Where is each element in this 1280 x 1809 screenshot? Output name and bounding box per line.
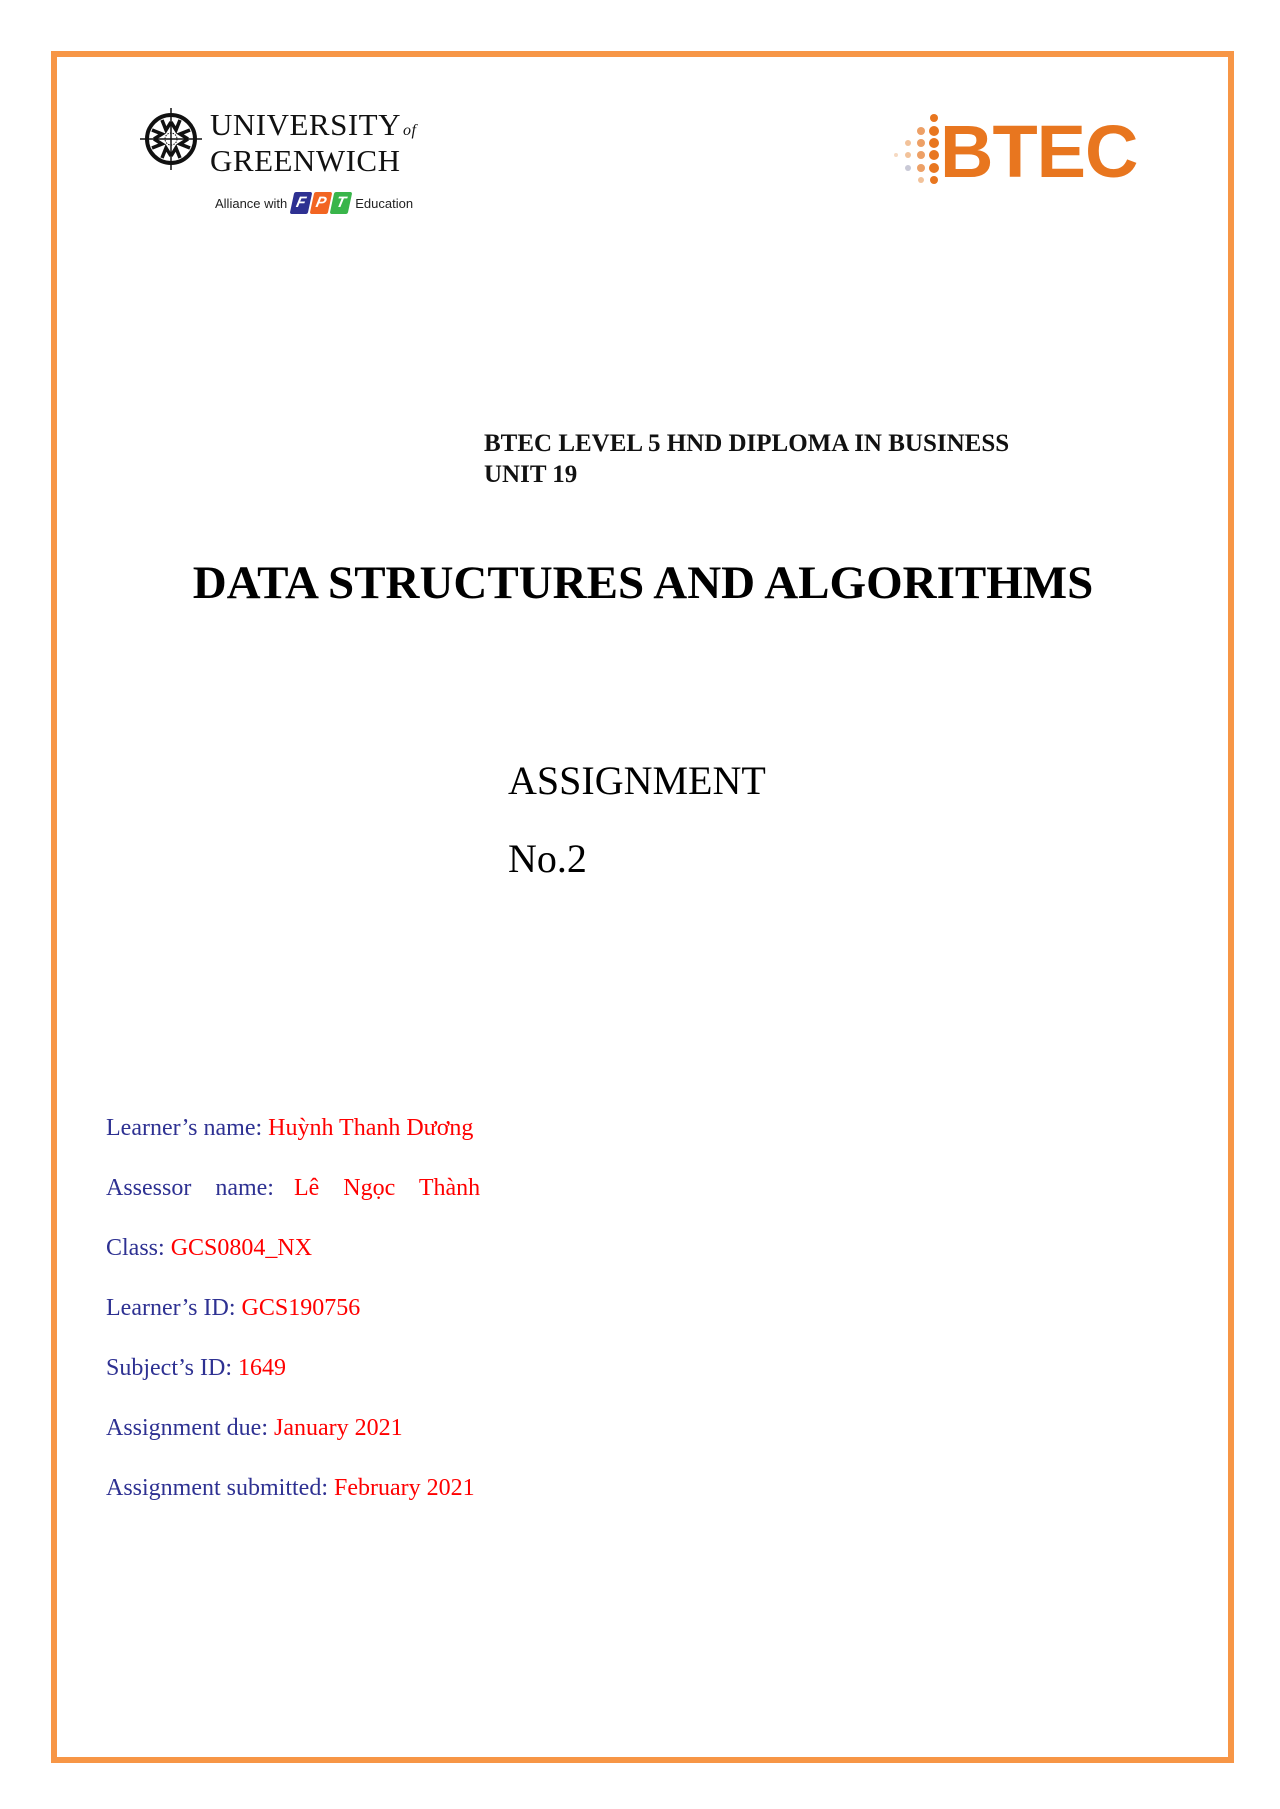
alliance-suffix: Education	[355, 195, 414, 211]
university-of-greenwich-logo	[140, 108, 440, 228]
btec-logo	[888, 110, 1158, 200]
btec-dots-icon	[888, 110, 948, 190]
unit-line: UNIT 19	[484, 461, 578, 488]
program-heading	[484, 428, 1009, 490]
program-line: BTEC LEVEL 5 HND DIPLOMA IN BUSINESS	[484, 430, 1010, 457]
assignment-number: No.2	[508, 836, 587, 881]
info-row-class	[106, 1230, 480, 1290]
university-of: of	[403, 122, 417, 139]
info-label: Class:	[106, 1235, 165, 1261]
info-value: 1649	[238, 1355, 286, 1381]
fpt-letter-t: T	[330, 192, 353, 214]
fpt-letter-f: F	[290, 192, 313, 214]
info-value: Lê Ngọc Thành	[293, 1175, 481, 1201]
alliance-prefix: Alliance with	[215, 195, 288, 211]
university-line1: UNIVERSITY	[210, 107, 401, 142]
alliance-line	[215, 192, 413, 214]
info-row-subject-id	[106, 1350, 480, 1410]
fpt-letter-p: P	[310, 192, 333, 214]
info-value: January 2021	[274, 1415, 403, 1441]
assignment-label: ASSIGNMENT	[508, 758, 766, 803]
university-line2: GREENWICH	[210, 143, 401, 178]
info-value: Huỳnh Thanh Dương	[268, 1115, 474, 1141]
document-title: DATA STRUCTURES AND ALGORITHMS	[192, 557, 1094, 609]
info-label: Assignment submitted:	[106, 1475, 328, 1501]
info-value: GCS190756	[241, 1295, 361, 1321]
btec-wordmark: BTEC	[940, 110, 1138, 193]
info-label: Assignment due:	[106, 1415, 268, 1441]
info-value: February 2021	[334, 1475, 475, 1501]
compass-rose-icon	[140, 108, 202, 170]
info-row-assignment-due	[106, 1410, 480, 1470]
info-row-assessor-name	[106, 1170, 480, 1230]
info-label: Learner’s name:	[106, 1115, 263, 1141]
info-row-assignment-submitted	[106, 1470, 480, 1530]
university-name	[210, 107, 417, 178]
info-label: Subject’s ID:	[106, 1355, 232, 1381]
learner-info	[106, 1110, 480, 1530]
info-row-learner-id	[106, 1290, 480, 1350]
fpt-logo	[292, 192, 350, 214]
info-label: Learner’s ID:	[106, 1295, 236, 1321]
info-label: Assessor name:	[106, 1175, 274, 1201]
info-row-learner-name	[106, 1110, 480, 1170]
info-value: GCS0804_NX	[170, 1235, 313, 1261]
